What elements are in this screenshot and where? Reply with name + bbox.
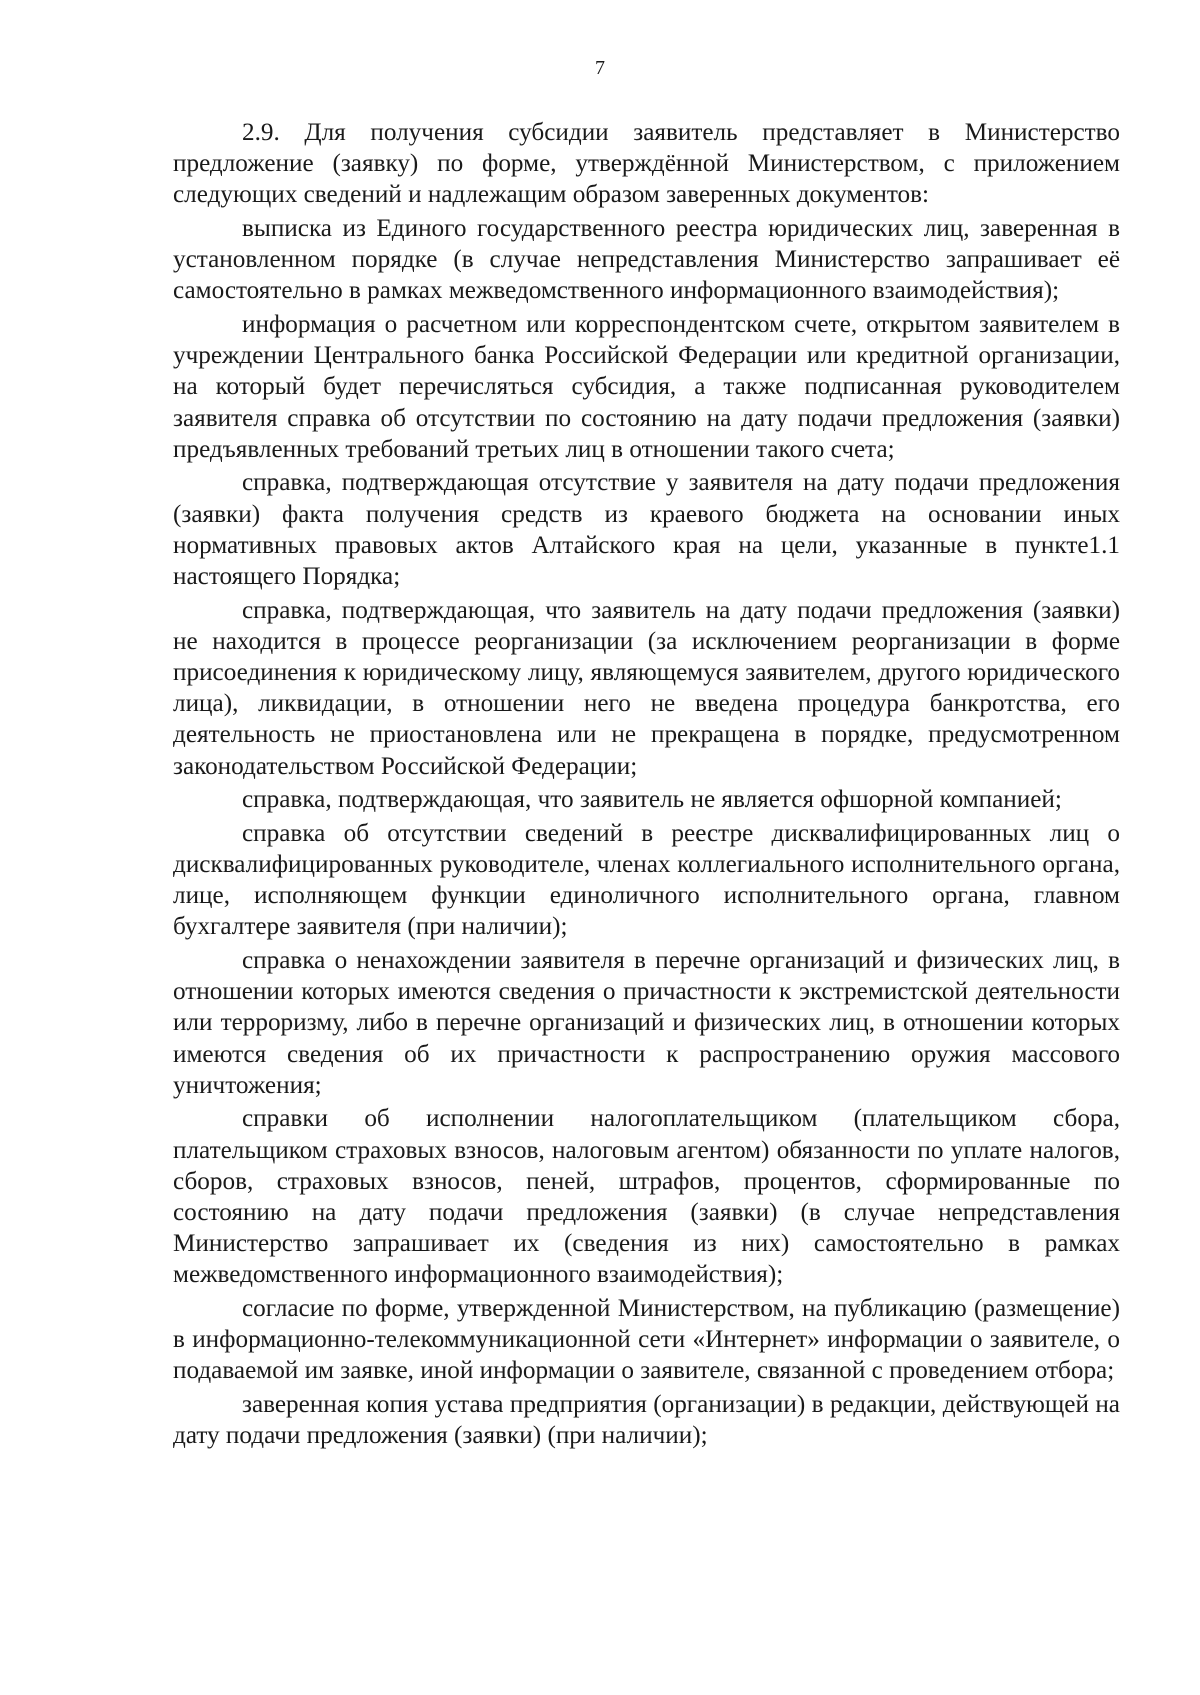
document-body (173, 117, 1120, 1454)
paragraph-no-reorganization: справка, подтверждающая, что заявитель на дату подачи предложения (заявки) не находится в процессе реорганизации (за исключением реорганизации в форме присоединения к юридическому лицу, являющемуся заявителем, другого юридического лица), ликвидации, в отношении него не введена процедура банкротства, его деятельность не приостановлена или не прекращена в порядке, предусмотренном законодательством Российской Федерации; (173, 596, 1120, 780)
paragraph-charter-copy: заверенная копия устава предприятия (организации) в редакции, действующей на дату подачи предложения (заявки) (при наличии); (173, 1391, 1120, 1450)
paragraph-tax-obligations: справки об исполнении налогоплательщиком (плательщиком сбора, плательщиком страховых взносов, налоговым агентом) обязанности по уплате налогов, сборов, страховых взносов, пеней, штрафов, процентов, сформированные по состоянию на дату подачи предложения (заявки) (в случае непредставления Министерство запрашивает их (сведения из них) самостоятельно в рамках межведомственного информационного взаимодействия); (173, 1105, 1120, 1289)
page-number: 7 (595, 57, 605, 79)
paragraph-not-in-extremist-list: справка о ненахождении заявителя в перечне организаций и физических лиц, в отношении которых имеются сведения о причастности к экстремистской деятельности или терроризму, либо в перечне организаций и физических лиц, в отношении которых имеются сведения об их причастности к распространению оружия массового уничтожения; (173, 947, 1120, 1099)
paragraph-no-regional-funds: справка, подтверждающая отсутствие у заявителя на дату подачи предложения (заявки) факта получения средств из краевого бюджета на основании иных нормативных правовых актов Алтайского края на цели, указанные в пункте1.1 настоящего Порядка; (173, 469, 1120, 591)
paragraph-egrul-extract: выписка из Единого государственного реестра юридических лиц, заверенная в установленном порядке (в случае непредставления Министерство запрашивает её самостоятельно в рамках межведомственного информационного взаимодействия); (173, 215, 1120, 305)
paragraph-2-9-intro: 2.9. Для получения субсидии заявитель представляет в Министерство предложение (заявку) по форме, утверждённой Министерством, с приложением следующих сведений и надлежащим образом заверенных документов: (173, 119, 1120, 209)
paragraph-publication-consent: согласие по форме, утвержденной Министерством, на публикацию (размещение) в информационно-телекоммуникационной сети «Интернет» информации о заявителе, о подаваемой им заявке, иной информации о заявителе, связанной с проведением отбора; (173, 1295, 1120, 1385)
paragraph-not-offshore: справка, подтверждающая, что заявитель не является офшорной компанией; (242, 786, 1062, 814)
paragraph-no-disqualified-persons: справка об отсутствии сведений в реестре дисквалифицированных лиц о дисквалифицированных руководителе, членах коллегиального исполнительного органа, лице, исполняющем функции единоличного исполнительного органа, главном бухгалтере заявителя (при наличии); (173, 819, 1120, 941)
paragraph-bank-account-info: информация о расчетном или корреспондентском счете, открытом заявителем в учреждении Центрального банка Российской Федерации или кредитной организации, на который будет перечисляться субсидия, а также подписанная руководителем заявителя справка об отсутствии по состоянию на дату подачи предложения (заявки) предъявленных требований третьих лиц в отношении такого счета; (173, 311, 1120, 463)
